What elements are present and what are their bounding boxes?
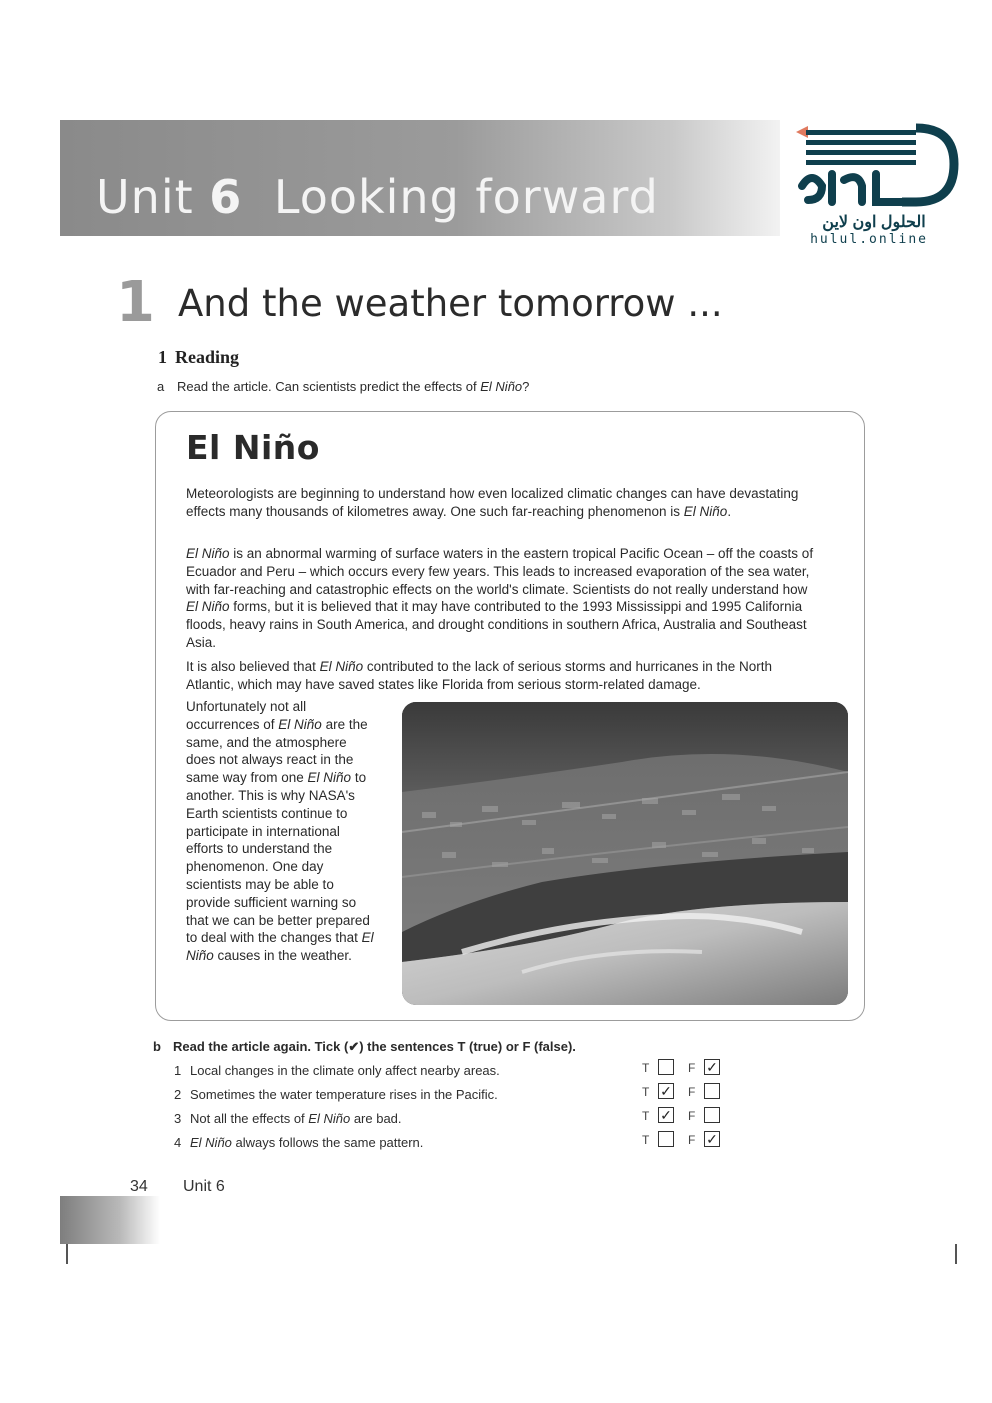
p3-text1: It is also believed that: [186, 659, 320, 674]
page-number: 34: [130, 1178, 148, 1195]
item-number: 3: [174, 1111, 182, 1126]
item-text: [190, 1111, 402, 1126]
task-a-instruction: [157, 379, 529, 394]
false-label: F: [688, 1085, 696, 1099]
article-paragraph-3: [186, 658, 820, 694]
p4-emph3: El Niño: [186, 930, 374, 964]
corner-shade: [60, 1196, 160, 1244]
item-text: Local changes in the climate only affect nearby areas.: [190, 1063, 500, 1078]
list-item: [174, 1059, 734, 1083]
false-checkbox[interactable]: ✓: [704, 1131, 720, 1147]
coastline-photo: [402, 702, 848, 1005]
p4-emph2: El Niño: [307, 770, 352, 786]
p3-emph: El Niño: [319, 659, 364, 674]
section-title: Reading: [175, 347, 240, 367]
lesson-title: And the weather tomorrow ...: [178, 282, 723, 325]
unit-title: [96, 170, 659, 224]
list-item: [174, 1083, 734, 1107]
false-label: F: [688, 1061, 696, 1075]
false-checkbox[interactable]: ✓: [704, 1059, 720, 1075]
unit-name: Looking forward: [273, 170, 659, 224]
false-label: F: [688, 1133, 696, 1147]
list-item: [174, 1131, 734, 1155]
false-checkbox[interactable]: [704, 1083, 720, 1099]
unit-number: 6: [209, 170, 243, 224]
false-checkbox[interactable]: [704, 1107, 720, 1123]
task-b-text: Read the article again. Tick (✔) the sentences T (true) or F (false).: [173, 1039, 576, 1054]
p1-end: .: [727, 503, 732, 519]
section-heading: [158, 347, 239, 368]
p1-text: Meteorologists are beginning to understand how even localized climatic changes can have devastating effects many thousands of kilometres away. One such far-reaching phenomenon is: [186, 486, 799, 519]
task-a-emph: El Niño: [480, 379, 523, 394]
unit-word: Unit: [96, 170, 194, 224]
site-logo[interactable]: [792, 122, 960, 250]
section-number: 1: [158, 347, 167, 367]
true-checkbox[interactable]: [658, 1059, 674, 1075]
item-text-emph: El Niño: [190, 1135, 232, 1150]
true-checkbox[interactable]: ✓: [658, 1083, 674, 1099]
footer-unit-label: Unit 6: [183, 1178, 225, 1195]
item-number: 2: [174, 1087, 182, 1102]
logo-arabic-text: الحلول اون لاين: [822, 214, 926, 231]
article-paragraph-4: [186, 698, 376, 965]
task-b-instruction: [153, 1039, 576, 1055]
item-text-post: are bad.: [350, 1111, 402, 1126]
task-b-letter: b: [153, 1039, 161, 1054]
lesson-number: 1: [116, 270, 155, 335]
p1-emph: El Niño: [683, 503, 728, 519]
true-label: T: [642, 1133, 650, 1147]
item-text-post: always follows the same pattern.: [231, 1135, 424, 1150]
item-text-pre: Not all the effects of: [190, 1111, 309, 1126]
list-item: [174, 1107, 734, 1131]
task-a-letter: a: [157, 379, 165, 394]
p4-text3: to another. This is why NASA's Earth scientists continue to participate in international efforts to understand the phenomenon. One day scientists may be able to provide sufficient warning so that we can be better prepared to deal with the changes that: [186, 770, 370, 946]
item-number: 1: [174, 1063, 182, 1078]
item-text: [190, 1135, 423, 1150]
true-checkbox[interactable]: ✓: [658, 1107, 674, 1123]
p2-emph2: El Niño: [186, 599, 230, 615]
p2-text1: is an abnormal warming of surface waters in the eastern tropical Pacific Ocean – off the coasts of Ecuador and Peru – which occurs every few years. This leads to increased evaporation of the sea water, with far-reaching and catastrophic effects on the world's climate. Scientists do not really understand how: [186, 546, 814, 597]
article-paragraph-2: [186, 545, 820, 652]
true-label: T: [642, 1085, 650, 1099]
article-title: El Niño: [186, 428, 320, 467]
task-a-end: ?: [522, 379, 530, 394]
p2-emph1: El Niño: [186, 546, 230, 561]
p4-emph1: El Niño: [278, 716, 322, 732]
true-checkbox[interactable]: [658, 1131, 674, 1147]
logo-latin-text: hulul.online: [810, 232, 928, 247]
p2-text2: forms, but it is believed that it may have contributed to the 1993 Mississippi and 1995 California floods, heavy rains in South America, and drought conditions in southern Africa, Australia and Southeast Asia.: [186, 599, 807, 650]
true-label: T: [642, 1061, 650, 1075]
p4-text4: causes in the weather.: [213, 948, 352, 964]
true-label: T: [642, 1109, 650, 1123]
crop-mark-left: [66, 1244, 68, 1264]
p3-text2: contributed to the lack of serious storms and hurricanes in the North Atlantic, which may have saved states like Florida from serious storm-related damage.: [186, 659, 773, 692]
p4-text1: Unfortunately not all occurrences of: [186, 699, 307, 732]
item-text: Sometimes the water temperature rises in the Pacific.: [190, 1087, 498, 1102]
unit-banner: [60, 120, 780, 236]
task-a-text: Read the article. Can scientists predict the effects of: [177, 379, 481, 394]
item-text-emph: El Niño: [308, 1111, 351, 1126]
logo-book-icon: [792, 122, 960, 218]
article-paragraph-1: [186, 485, 820, 521]
crop-mark-right: [955, 1244, 957, 1264]
coastline-image-icon: [402, 702, 848, 1005]
item-number: 4: [174, 1135, 182, 1150]
false-label: F: [688, 1109, 696, 1123]
p4-text2: are the same, and the atmosphere does not always react in the same way from one: [186, 716, 368, 786]
